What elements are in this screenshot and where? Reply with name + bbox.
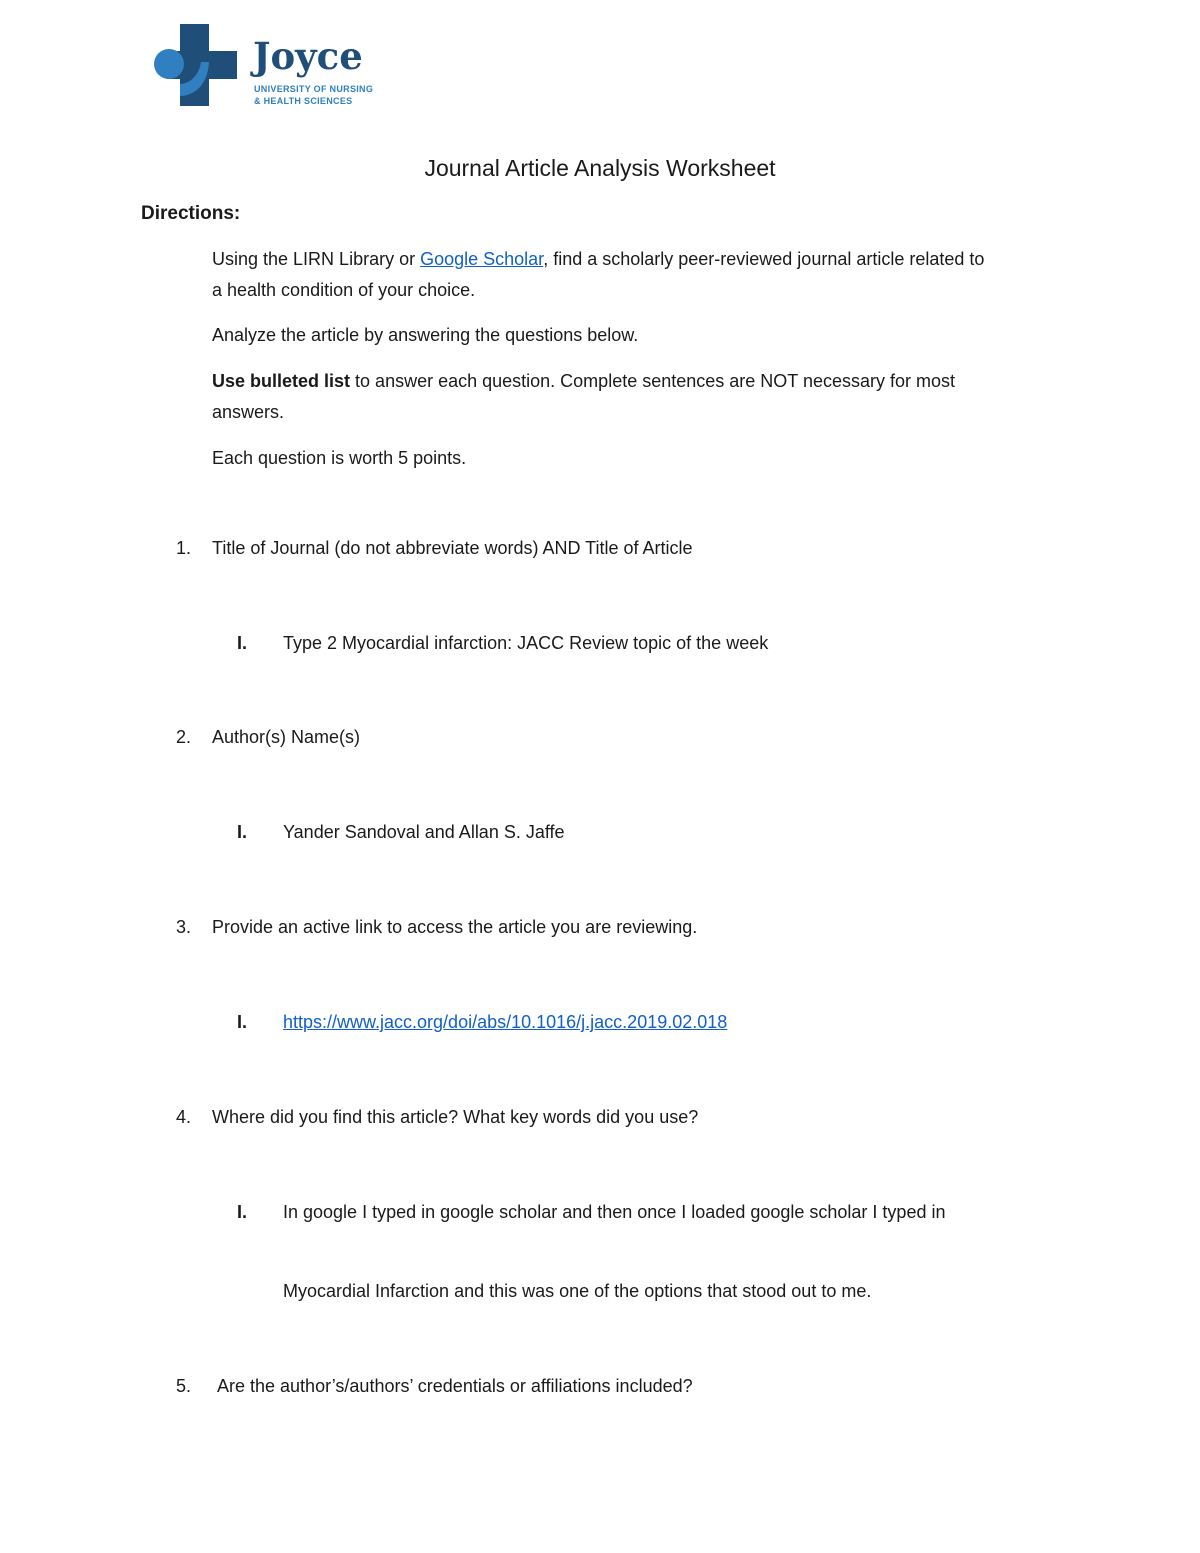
google-scholar-link[interactable]: Google Scholar — [420, 249, 544, 269]
answer-3-marker: I. — [237, 1012, 248, 1032]
question-1-text: Title of Journal (do not abbreviate words) AND Title of Article — [212, 538, 693, 558]
article-link[interactable]: https://www.jacc.org/doi/abs/10.1016/j.jacc.2019.02.018 — [283, 1012, 728, 1032]
answer-4-text-line2: Myocardial Infarction and this was one of the options that stood out to me. — [283, 1281, 872, 1301]
logo-subtitle-line2: & HEALTH SCIENCES — [254, 96, 353, 106]
question-5-text: Are the author’s/authors’ credentials or affiliations included? — [217, 1376, 693, 1396]
answer-4-text: In google I typed in google scholar and then once I loaded google scholar I typed in — [283, 1202, 946, 1222]
logo-cross-icon — [153, 24, 237, 106]
joyce-logo-mark — [153, 24, 237, 106]
directions-p1-text-end: , find a scholarly peer-reviewed journal article related to — [543, 249, 985, 269]
directions-p3-text: to answer each question. Complete sentences are NOT necessary for most — [350, 371, 956, 391]
directions-p1-text: Using the LIRN Library or — [212, 249, 421, 269]
question-2-text: Author(s) Name(s) — [212, 727, 361, 747]
answer-1-text: Type 2 Myocardial infarction: JACC Review topic of the week — [283, 633, 769, 653]
question-4-text: Where did you find this article? What key words did you use? — [212, 1107, 699, 1127]
directions-paragraph-3 — [212, 370, 955, 392]
question-2-number: 2. — [176, 727, 192, 747]
question-5-number: 5. — [176, 1376, 192, 1396]
directions-paragraph-1 — [212, 248, 984, 270]
directions-p3-bold: Use bulleted list — [212, 371, 351, 391]
question-3-number: 3. — [176, 917, 192, 937]
document-title: Journal Article Analysis Worksheet — [424, 155, 776, 181]
answer-1-marker: I. — [237, 633, 248, 653]
answer-2-text: Yander Sandoval and Allan S. Jaffe — [283, 822, 565, 842]
question-1-number: 1. — [176, 538, 192, 558]
directions-heading: Directions: — [141, 203, 241, 224]
question-4-number: 4. — [176, 1107, 192, 1127]
logo-wordmark: Joyce — [253, 34, 363, 78]
logo-subtitle-line1: UNIVERSITY OF NURSING — [254, 84, 374, 94]
question-3-text: Provide an active link to access the article you are reviewing. — [212, 917, 698, 937]
directions-paragraph-3-line2: answers. — [212, 402, 285, 422]
directions-paragraph-2: Analyze the article by answering the questions below. — [212, 325, 639, 345]
answer-2-marker: I. — [237, 822, 248, 842]
directions-paragraph-1-line2: a health condition of your choice. — [212, 280, 476, 300]
answer-4-marker: I. — [237, 1202, 248, 1222]
directions-paragraph-4: Each question is worth 5 points. — [212, 448, 467, 468]
